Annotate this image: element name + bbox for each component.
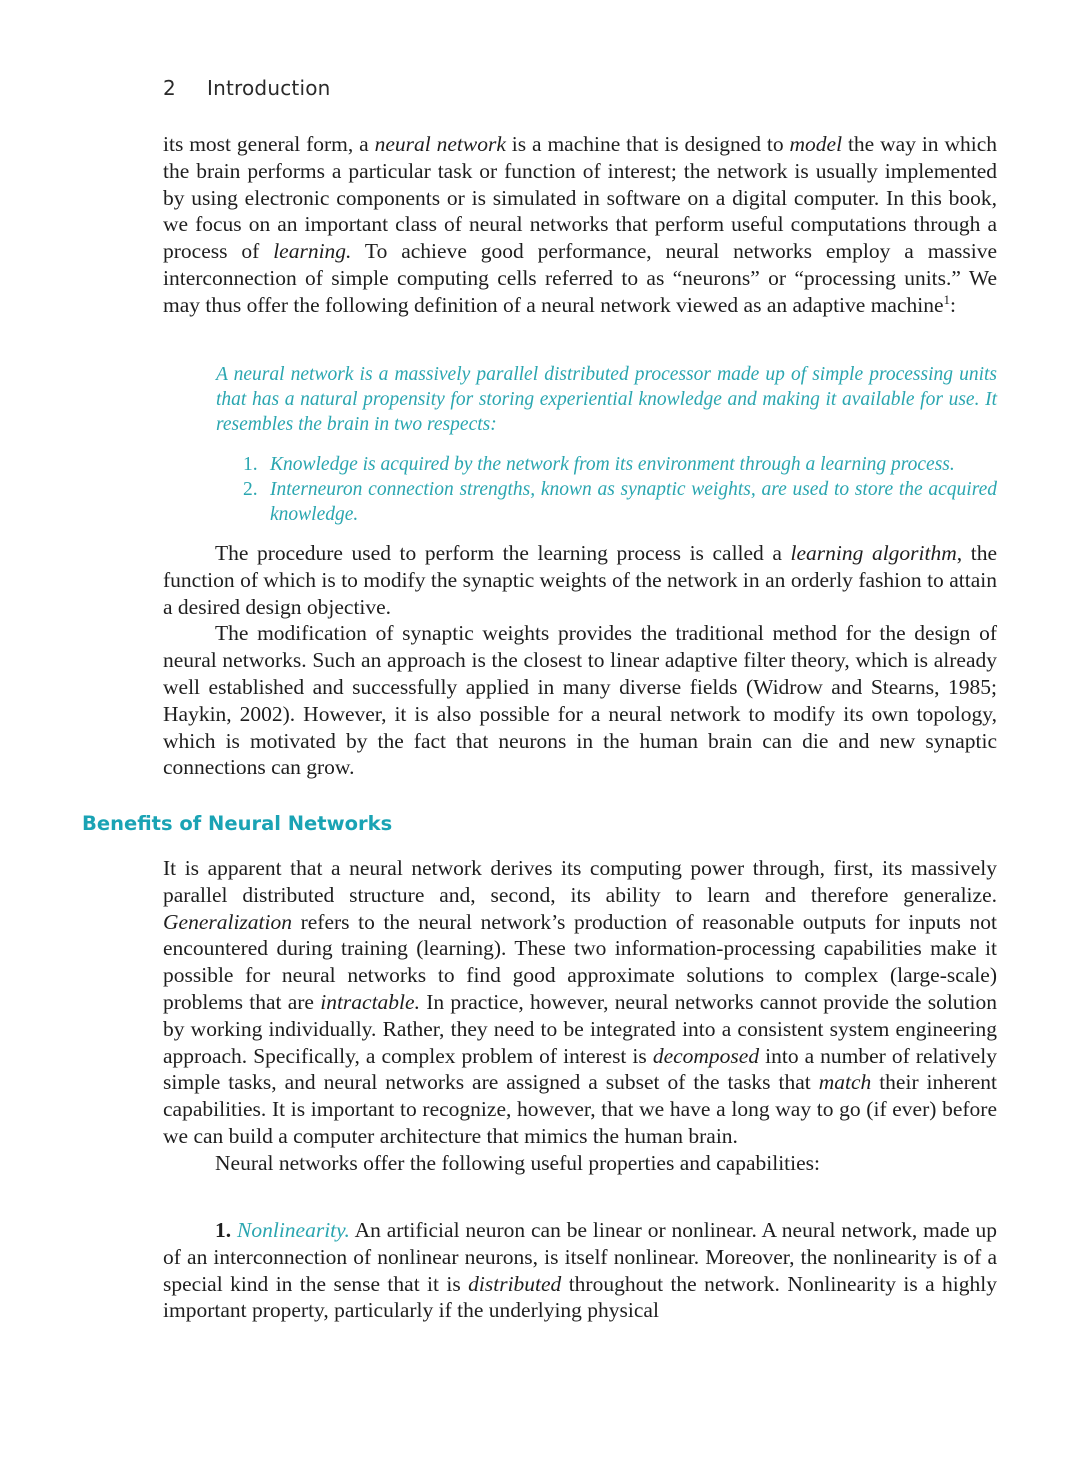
text-run: :	[950, 292, 957, 317]
footnote-marker[interactable]: 1	[943, 291, 951, 307]
emphasis-term: match	[818, 1070, 872, 1095]
definition-item	[243, 452, 997, 477]
text-run: To achieve good performance, neural networks employ a massive interconnection of simple computing cells referred to as “neurons” or “processing units.” We may thus offer the following definition of a neural network viewed as an adaptive machine	[163, 239, 997, 317]
property-nonlinearity	[163, 1217, 997, 1324]
paragraph-properties-intro: Neural networks offer the following useful properties and capabilities:	[215, 1150, 821, 1175]
running-header	[163, 76, 331, 100]
item-number: 1.	[243, 454, 258, 475]
property-number: 1.	[215, 1218, 232, 1242]
item-number: 2.	[243, 479, 258, 500]
text-run: refers to the neural network’s production of reasonable outputs for inputs not encountered during training (learning). These two information-processing capabilities make it possible for neural networks to find good approximate solutions to complex (large-scale) problems that are	[163, 909, 997, 1014]
definition-list	[243, 452, 997, 527]
emphasis-term: learning.	[273, 239, 352, 264]
text-run: their inherent capabilities. It is important to recognize, however, that we have a long way to go (if ever) before we can build a computer architecture that mimics the human brain.	[163, 1070, 998, 1148]
emphasis-term: decomposed	[652, 1043, 760, 1068]
definition-item	[243, 477, 997, 527]
definition-text: A neural network is a massively parallel distributed processor made up of simple processing units that has a natural propensity for storing experiential knowledge and making it available for use. It resembles the brain in two respects:	[216, 364, 997, 435]
paragraph-benefits	[163, 855, 997, 1177]
text-run: into a number of relatively simple tasks, and neural networks are assigned a subset of the tasks that	[163, 1043, 997, 1095]
text-run: , the function of which is to modify the synaptic weights of the network in an orderly fashion to attain a desired design objective.	[163, 541, 997, 619]
section-heading: Benefits of Neural Networks	[82, 812, 393, 835]
definition-block	[216, 362, 997, 437]
text-run: An artificial neuron can be linear or nonlinear. A neural network, made up of an interconnection of nonlinear neurons, is itself nonlinear. Moreover, the nonlinearity is of a special kind in the sense that it is	[163, 1218, 998, 1296]
text-run: The procedure used to perform the learning process is called a	[215, 541, 791, 565]
emphasis-term: intractable.	[320, 989, 420, 1014]
text-run: In practice, however, neural networks cannot provide the solution by working individually. Rather, they need to be integrated into a consistent system engineering approach. Specifically, a complex problem of interest is	[163, 989, 997, 1068]
emphasis-term: neural network	[374, 132, 506, 156]
paragraph-synaptic-weights: The modification of synaptic weights provides the traditional method for the design of neural networks. Such an approach is the closest to linear adaptive filter theory, which is already well established and successfully applied in many diverse fields (Widrow and Stearns, 1985; Haykin, 2002). However, it is also possible for a neural network to modify its own topology, which is motivated by the fact that neurons in the human brain can die and new synaptic connections can grow.	[163, 621, 997, 780]
paragraph-learning-algorithm	[163, 540, 997, 781]
text-run: throughout the network. Nonlinearity is a highly important property, particularly if the underlying physical	[163, 1271, 997, 1323]
page-number: 2	[163, 76, 176, 100]
emphasis-term: model	[789, 132, 843, 156]
emphasis-term: learning algorithm	[790, 541, 957, 565]
text-run: its most general form, a	[163, 132, 375, 156]
text-run: the way in which the brain performs a particular task or function of interest; the network is usually implemented by using electronic components or is simulated in software on a digital computer. In this book, we focus on an important class of neural networks that perform useful computations through a process of	[163, 132, 998, 264]
emphasis-term: Generalization	[163, 909, 292, 934]
item-text: Knowledge is acquired by the network from its environment through a learning process.	[270, 454, 955, 475]
item-text: Interneuron connection strengths, known as synaptic weights, are used to store the acquired knowledge.	[270, 479, 997, 525]
paragraph-intro	[163, 131, 997, 319]
emphasis-term: distributed	[468, 1271, 562, 1296]
property-title: Nonlinearity.	[237, 1218, 350, 1242]
chapter-title: Introduction	[207, 76, 331, 100]
text-run: is a machine that is designed to	[505, 132, 790, 156]
text-run: It is apparent that a neural network derives its computing power through, first, its massively parallel distributed structure and, second, its ability to learn and therefore generalize.	[163, 856, 997, 907]
